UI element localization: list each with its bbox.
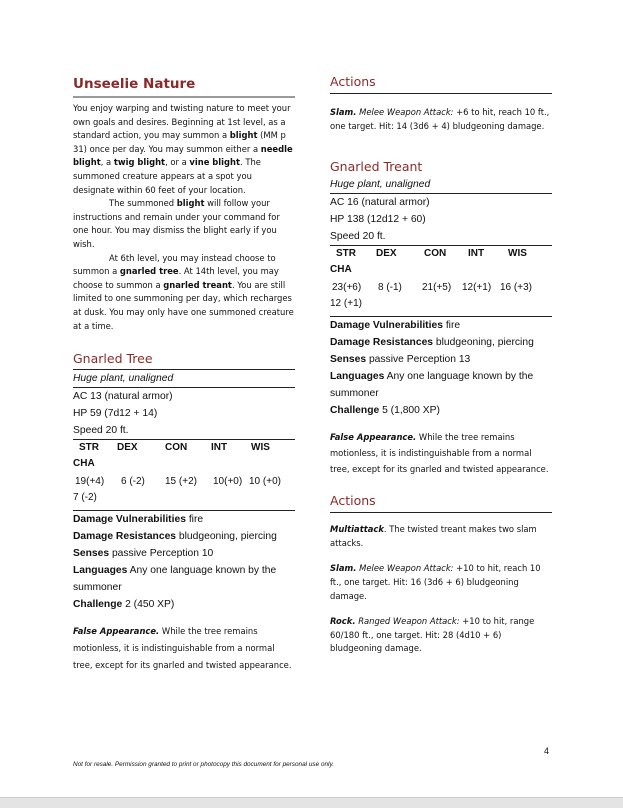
ability-values bbox=[330, 280, 552, 296]
ability-label: INT bbox=[468, 248, 485, 260]
languages: Languages Any one language known by the summoner bbox=[330, 371, 534, 400]
ability-scores bbox=[73, 440, 295, 506]
ability-label: CON bbox=[424, 248, 447, 260]
armor-class: AC 16 (natural armor) bbox=[330, 197, 430, 209]
ability-label: INT bbox=[211, 442, 228, 454]
ability-label: DEX bbox=[117, 442, 138, 454]
ability-scores bbox=[330, 246, 552, 312]
ability-label: STR bbox=[79, 442, 99, 454]
ability-value: 19(+4) bbox=[75, 476, 105, 488]
ability-value: 12(+1) bbox=[462, 282, 492, 294]
ability-value: 8 (-1) bbox=[378, 282, 402, 294]
divider bbox=[330, 93, 552, 94]
action-slam: Slam. Melee Weapon Attack: +10 to hit, reach 10 ft., one target. Hit: 16 (3d6 + 6) bludgeoning damage. bbox=[330, 563, 541, 601]
intro-paragraph-3: At 6th level, you may instead choose to summon a gnarled tree. At 14th level, you may choose to summon a gnarled treant. You are still limited to one summoning per day, which recharges at dusk. You may only have one summoned creature at a time. bbox=[73, 252, 294, 331]
right-column bbox=[330, 72, 552, 656]
action-rock: Rock. Ranged Weapon Attack: +10 to hit, range 60/180 ft., one target. Hit: 28 (4d10 + 6) bludgeoning damage. bbox=[330, 616, 535, 654]
ability-value-wrap: 7 (-2) bbox=[73, 492, 97, 504]
armor-class: AC 13 (natural armor) bbox=[73, 391, 173, 403]
damage-resistances: Damage Resistances bludgeoning, piercing bbox=[330, 337, 534, 349]
speed: Speed 20 ft. bbox=[73, 425, 129, 437]
monster-name: Gnarled Treant bbox=[330, 159, 423, 175]
action-slam: Slam. Melee Weapon Attack: +6 to hit, reach 10 ft., one target. Hit: 14 (3d6 + 4) bludgeoning damage. bbox=[330, 107, 550, 131]
ability-label-wrap: CHA bbox=[73, 458, 95, 470]
hit-points: HP 138 (12d12 + 60) bbox=[330, 214, 426, 226]
trait-false-appearance: False Appearance. While the tree remains motionless, it is indistinguishable from a normal tree, except for its gnarled and twisted appearance. bbox=[73, 626, 292, 671]
section-rule bbox=[73, 96, 295, 98]
ability-label: STR bbox=[336, 248, 356, 260]
ability-values bbox=[73, 474, 295, 490]
page-number: 4 bbox=[544, 746, 550, 756]
page-edge bbox=[0, 797, 623, 808]
trait-false-appearance: False Appearance. While the tree remains motionless, it is indistinguishable from a normal tree, except for its gnarled and twisted appearance. bbox=[330, 432, 549, 475]
damage-vulnerabilities: Damage Vulnerabilities fire bbox=[73, 514, 204, 526]
ability-header bbox=[330, 246, 552, 262]
intro-paragraph-2: The summoned blight will follow your instructions and remain under your command for one hour. You may dismiss the blight early if you wish. bbox=[73, 198, 280, 249]
monster-name: Gnarled Tree bbox=[73, 351, 153, 367]
ability-header bbox=[73, 440, 295, 456]
action-multiattack: Multiattack. The twisted treant makes two slam attacks. bbox=[330, 524, 537, 548]
ability-label: DEX bbox=[376, 248, 397, 260]
ability-value: 16 (+3) bbox=[500, 282, 532, 294]
ability-value: 15 (+2) bbox=[165, 476, 197, 488]
ability-label: WIS bbox=[251, 442, 270, 454]
damage-resistances: Damage Resistances bludgeoning, piercing bbox=[73, 531, 277, 543]
speed: Speed 20 ft. bbox=[330, 231, 386, 243]
monster-type: Huge plant, unaligned bbox=[330, 179, 431, 191]
divider bbox=[330, 512, 552, 513]
intro-paragraph-1: You enjoy warping and twisting nature to meet your own goals and desires. Beginning at 1st level, as a standard action, you may summon a blight (MM p 31) once per day. You may summon either a needle blight, a twig blight, or a vine blight. The summoned creature appears at a spot you designate within 60 feet of your location. bbox=[73, 103, 293, 195]
languages: Languages Any one language known by the summoner bbox=[73, 565, 277, 594]
actions-heading: Actions bbox=[330, 74, 376, 89]
senses: Senses passive Perception 10 bbox=[73, 548, 214, 560]
left-column bbox=[73, 72, 295, 674]
section-title: Unseelie Nature bbox=[73, 76, 196, 92]
gnarled-treant-statblock bbox=[330, 159, 552, 477]
ability-value: 10(+0) bbox=[213, 476, 243, 488]
ability-label: WIS bbox=[508, 248, 527, 260]
ability-value: 21(+5) bbox=[422, 282, 452, 294]
challenge: Challenge 2 (450 XP) bbox=[73, 599, 175, 611]
damage-vulnerabilities: Damage Vulnerabilities fire bbox=[330, 320, 461, 332]
ability-value-wrap: 12 (+1) bbox=[330, 298, 362, 310]
gnarled-tree-statblock bbox=[73, 351, 295, 674]
challenge: Challenge 5 (1,800 XP) bbox=[330, 405, 440, 417]
monster-type: Huge plant, unaligned bbox=[73, 373, 174, 385]
ability-label-wrap: CHA bbox=[330, 264, 352, 276]
senses: Senses passive Perception 13 bbox=[330, 354, 471, 366]
intro-text bbox=[73, 102, 295, 333]
footer-notice: Not for resale. Permission granted to print or photocopy this document for personal use only. bbox=[73, 761, 334, 768]
hit-points: HP 59 (7d12 + 14) bbox=[73, 408, 158, 420]
actions-heading: Actions bbox=[330, 493, 376, 509]
ability-value: 23(+6) bbox=[332, 282, 362, 294]
ability-value: 10 (+0) bbox=[249, 476, 281, 488]
ability-label: CON bbox=[165, 442, 188, 454]
ability-value: 6 (-2) bbox=[121, 476, 145, 488]
